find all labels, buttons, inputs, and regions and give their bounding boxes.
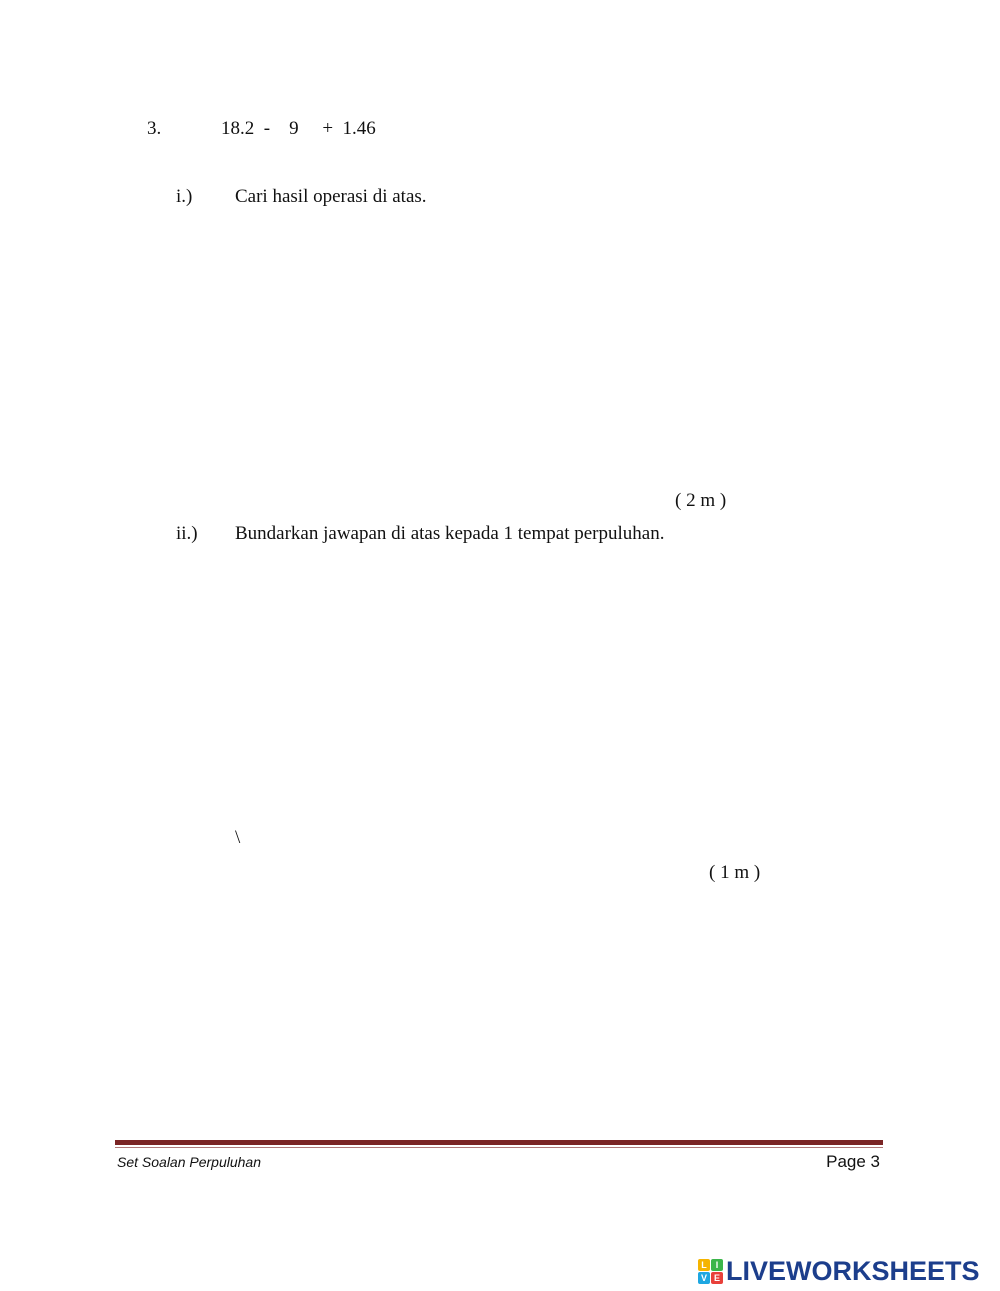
logo-tile-e: E	[711, 1272, 723, 1284]
footer-rule	[115, 1140, 883, 1145]
liveworksheets-logo-text: LIVEWORKSHEETS	[726, 1255, 980, 1286]
logo-tile-l: L	[698, 1259, 710, 1271]
liveworksheets-logo-icon	[698, 1259, 723, 1284]
part-i-marks: ( 2 m )	[675, 490, 727, 511]
part-i-label: i.)	[176, 186, 193, 207]
liveworksheets-logo[interactable]	[698, 1256, 980, 1286]
stray-mark: \	[235, 827, 241, 848]
part-ii-text: Bundarkan jawapan di atas kepada 1 tempat perpuluhan.	[235, 523, 665, 544]
part-ii-marks: ( 1 m )	[709, 862, 761, 883]
part-ii-label: ii.)	[176, 523, 198, 544]
logo-tile-v: V	[698, 1272, 710, 1284]
part-i-text: Cari hasil operasi di atas.	[235, 186, 427, 207]
footer-rule-thin	[115, 1147, 883, 1148]
question-number: 3.	[147, 118, 162, 139]
page-number: Page 3	[826, 1152, 880, 1171]
logo-tile-i: I	[711, 1259, 723, 1271]
footer-title: Set Soalan Perpuluhan	[117, 1154, 261, 1170]
question-expression: 18.2 - 9 + 1.46	[221, 118, 376, 139]
